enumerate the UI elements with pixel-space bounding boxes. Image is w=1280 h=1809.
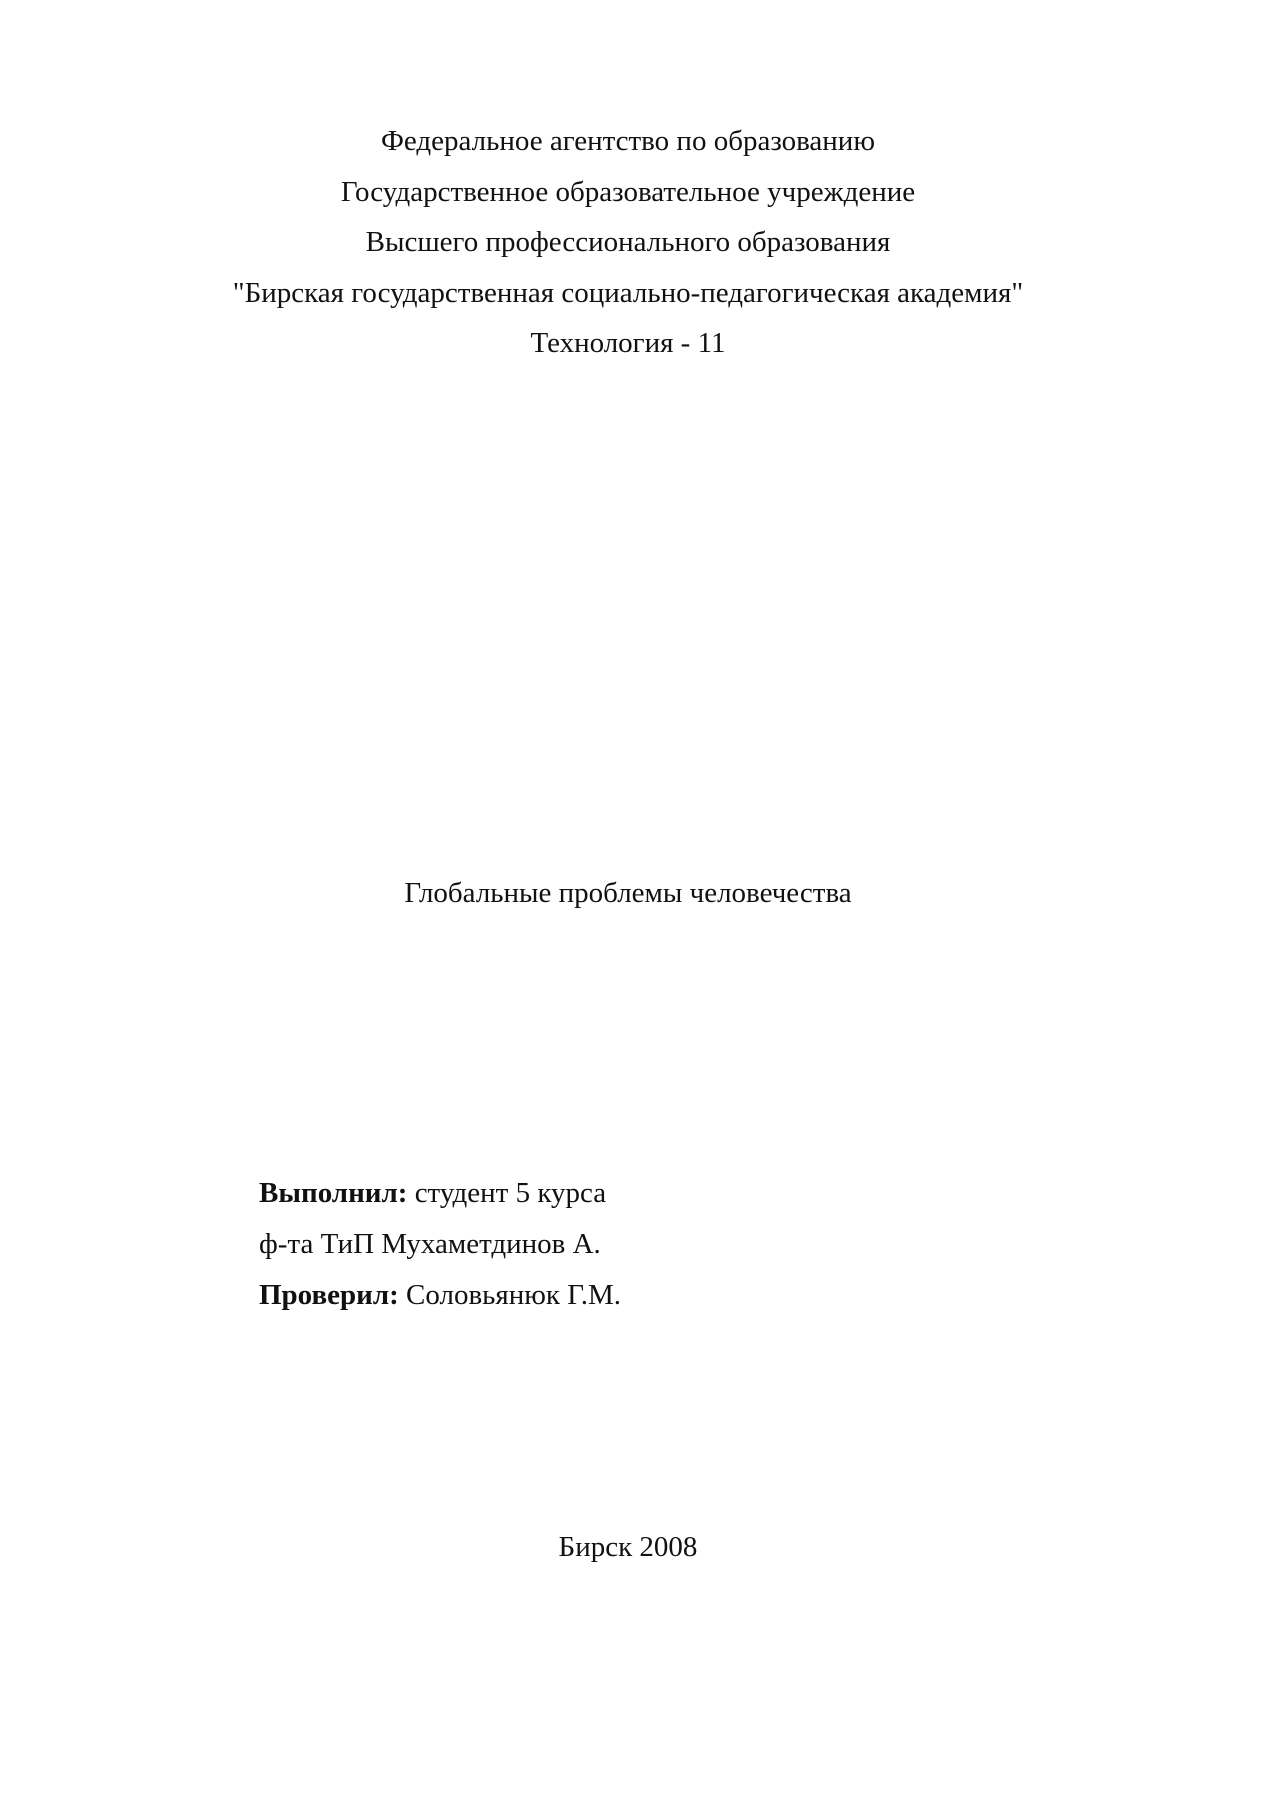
- header-line-institution-type: Государственное образовательное учреждение: [340, 175, 916, 208]
- document-title: Глобальные проблемы человечества: [404, 877, 852, 909]
- header-line-academy-name: "Бирская государственная социально-педагогическая академия": [232, 276, 1024, 309]
- performed-by-value: студент 5 курса: [407, 1177, 607, 1209]
- signature-block: [259, 1168, 621, 1321]
- performed-by-label: Выполнил:: [259, 1177, 408, 1209]
- faculty-student-row: ф-та ТиП Мухаметдинов А.: [259, 1228, 601, 1260]
- performed-by-row: [259, 1168, 621, 1219]
- header-line-agency: Федеральное агентство по образованию: [380, 125, 875, 157]
- city-year: Бирск 2008: [558, 1531, 698, 1563]
- institution-header: [0, 116, 1256, 369]
- checked-by-value: Соловьянюк Г.М.: [398, 1279, 622, 1311]
- checked-by-label: Проверил:: [259, 1279, 399, 1311]
- checked-by-row: [259, 1270, 621, 1321]
- header-line-education-level: Высшего профессионального образования: [365, 226, 891, 258]
- header-line-group: Технология - 11: [530, 327, 726, 359]
